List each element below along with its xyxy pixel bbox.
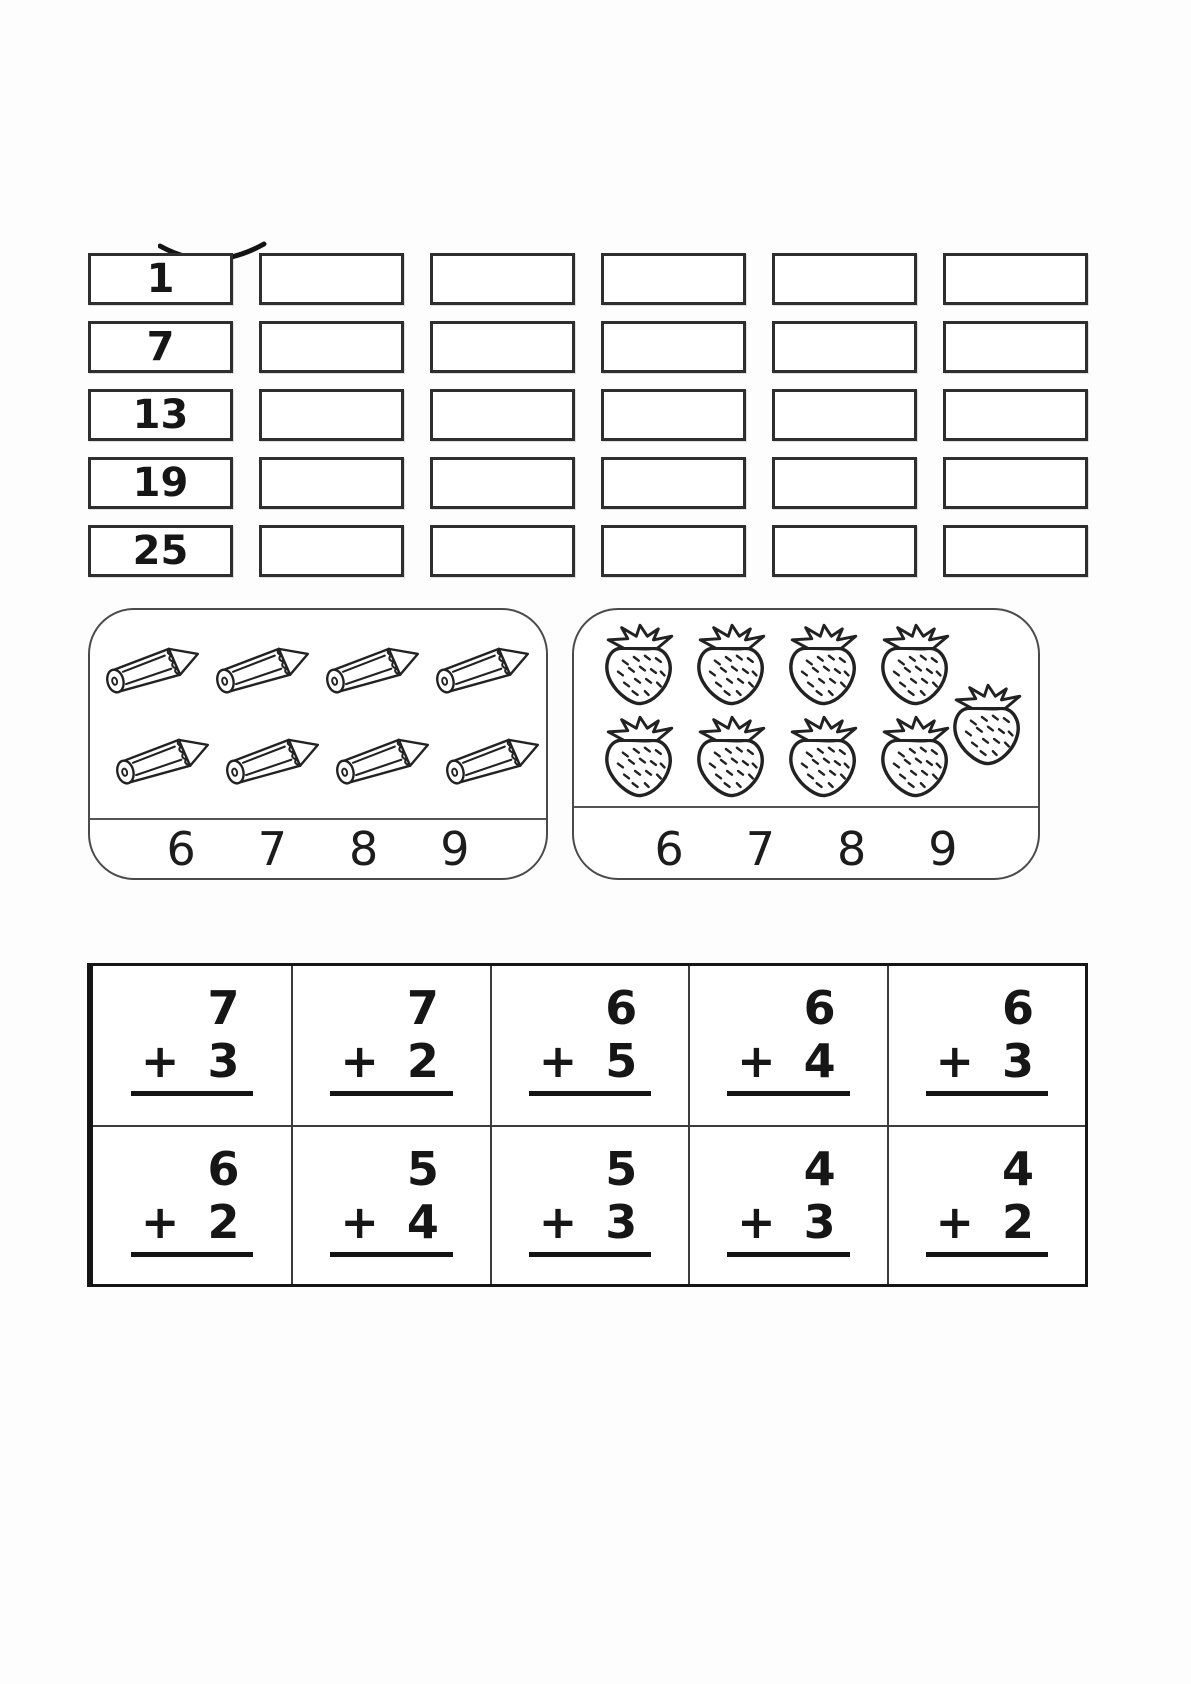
addend-bottom: 3 bbox=[1002, 1033, 1035, 1088]
panel-options bbox=[90, 820, 546, 878]
strawberry-icon bbox=[944, 682, 1032, 774]
answer-option-9[interactable]: 9 bbox=[440, 822, 470, 876]
grid-cell-filled: 13 bbox=[88, 389, 233, 441]
strawberry-icon bbox=[596, 714, 684, 806]
answer-option-7[interactable]: 7 bbox=[745, 822, 775, 876]
addition-cell bbox=[887, 1125, 1085, 1284]
plus-sign: + bbox=[935, 1033, 975, 1088]
addition-cell bbox=[490, 966, 688, 1125]
pencil-icon bbox=[110, 715, 218, 809]
panel-options bbox=[574, 820, 1038, 878]
addition-cell bbox=[93, 966, 291, 1125]
addition-bottom-row bbox=[727, 1196, 850, 1257]
strawberry-icon bbox=[780, 714, 868, 806]
addend-bottom: 3 bbox=[803, 1194, 836, 1249]
number-grid bbox=[88, 253, 1088, 577]
addend-top: 5 bbox=[406, 1142, 439, 1196]
grid-cell-filled: 19 bbox=[88, 457, 233, 509]
grid-cell-empty[interactable] bbox=[943, 525, 1088, 577]
addition-cell bbox=[93, 1125, 291, 1284]
answer-option-6[interactable]: 6 bbox=[654, 822, 684, 876]
grid-cell-empty[interactable] bbox=[772, 389, 917, 441]
addition-problem bbox=[529, 1143, 652, 1257]
addend-top: 6 bbox=[605, 981, 638, 1035]
pencil-icon bbox=[210, 624, 318, 718]
grid-cell-empty[interactable] bbox=[259, 321, 404, 373]
addition-problem bbox=[926, 1143, 1049, 1257]
grid-cell-filled: 7 bbox=[88, 321, 233, 373]
addend-top: 4 bbox=[1002, 1142, 1035, 1196]
grid-cell-empty[interactable] bbox=[601, 321, 746, 373]
plus-sign: + bbox=[140, 1033, 180, 1088]
plus-sign: + bbox=[538, 1194, 578, 1249]
answer-option-8[interactable]: 8 bbox=[837, 822, 867, 876]
grid-cell-empty[interactable] bbox=[943, 457, 1088, 509]
grid-cell-empty[interactable] bbox=[772, 321, 917, 373]
addend-top: 6 bbox=[803, 981, 836, 1035]
plus-sign: + bbox=[538, 1033, 578, 1088]
addition-bottom-row bbox=[529, 1035, 652, 1096]
strawberry-icon bbox=[688, 714, 776, 806]
plus-sign: + bbox=[140, 1194, 180, 1249]
addend-top: 6 bbox=[1002, 981, 1035, 1035]
grid-cell-empty[interactable] bbox=[943, 253, 1088, 305]
grid-cell-empty[interactable] bbox=[430, 389, 575, 441]
pencil-icon bbox=[330, 715, 438, 809]
addition-cell bbox=[291, 966, 489, 1125]
addition-cell bbox=[688, 1125, 886, 1284]
plus-sign: + bbox=[340, 1194, 379, 1249]
addition-problem bbox=[330, 982, 453, 1096]
grid-cell-empty[interactable] bbox=[601, 389, 746, 441]
pencil-icon bbox=[320, 624, 428, 718]
strawberry-icon bbox=[688, 622, 776, 714]
addend-bottom: 2 bbox=[207, 1194, 240, 1249]
grid-cell-empty[interactable] bbox=[601, 457, 746, 509]
addition-bottom-row bbox=[330, 1035, 453, 1096]
addition-bottom-row bbox=[131, 1196, 254, 1257]
addition-cell bbox=[291, 1125, 489, 1284]
addend-bottom: 4 bbox=[406, 1194, 439, 1249]
answer-option-6[interactable]: 6 bbox=[166, 822, 196, 876]
counting-panel-strawberries bbox=[572, 608, 1040, 880]
grid-cell-empty[interactable] bbox=[601, 525, 746, 577]
addition-bottom-row bbox=[529, 1196, 652, 1257]
addition-bottom-row bbox=[330, 1196, 453, 1257]
addition-bottom-row bbox=[727, 1035, 850, 1096]
addend-top: 7 bbox=[406, 981, 439, 1035]
pencil-icon bbox=[100, 624, 208, 718]
plus-sign: + bbox=[737, 1033, 776, 1088]
answer-option-7[interactable]: 7 bbox=[257, 822, 287, 876]
plus-sign: + bbox=[935, 1194, 975, 1249]
addition-bottom-row bbox=[131, 1035, 254, 1096]
grid-cell-empty[interactable] bbox=[259, 525, 404, 577]
addition-bottom-row bbox=[926, 1035, 1049, 1096]
panel-icons bbox=[90, 610, 546, 820]
addend-bottom: 2 bbox=[406, 1033, 439, 1088]
grid-cell-empty[interactable] bbox=[430, 321, 575, 373]
addition-cell bbox=[490, 1125, 688, 1284]
plus-sign: + bbox=[340, 1033, 379, 1088]
addition-cell bbox=[887, 966, 1085, 1125]
addend-bottom: 2 bbox=[1002, 1194, 1035, 1249]
answer-option-9[interactable]: 9 bbox=[928, 822, 958, 876]
grid-cell-empty[interactable] bbox=[772, 253, 917, 305]
strawberry-icon bbox=[596, 622, 684, 714]
addend-bottom: 3 bbox=[605, 1194, 638, 1249]
grid-cell-empty[interactable] bbox=[259, 253, 404, 305]
grid-cell-empty[interactable] bbox=[772, 525, 917, 577]
addition-problem bbox=[131, 982, 254, 1096]
addend-bottom: 4 bbox=[803, 1033, 836, 1088]
plus-sign: + bbox=[737, 1194, 776, 1249]
addition-problem bbox=[529, 982, 652, 1096]
pencil-icon bbox=[430, 624, 538, 718]
grid-cell-empty[interactable] bbox=[259, 389, 404, 441]
grid-cell-filled: 1 bbox=[88, 253, 233, 305]
addition-cell bbox=[688, 966, 886, 1125]
addition-table bbox=[87, 963, 1088, 1287]
grid-cell-filled: 25 bbox=[88, 525, 233, 577]
grid-cell-empty[interactable] bbox=[259, 457, 404, 509]
pencil-icon bbox=[440, 715, 548, 809]
addend-top: 7 bbox=[207, 981, 240, 1035]
strawberry-icon bbox=[780, 622, 868, 714]
addition-problem bbox=[727, 1143, 850, 1257]
grid-cell-empty[interactable] bbox=[430, 457, 575, 509]
addition-problem bbox=[727, 982, 850, 1096]
addend-top: 4 bbox=[803, 1142, 836, 1196]
addend-bottom: 3 bbox=[207, 1033, 240, 1088]
addition-problem bbox=[926, 982, 1049, 1096]
addition-problem bbox=[330, 1143, 453, 1257]
grid-cell-empty[interactable] bbox=[772, 457, 917, 509]
addition-problem bbox=[131, 1143, 254, 1257]
grid-cell-empty[interactable] bbox=[430, 525, 575, 577]
addend-top: 5 bbox=[605, 1142, 638, 1196]
addend-top: 6 bbox=[207, 1142, 240, 1196]
counting-panel-pencils bbox=[88, 608, 548, 880]
addend-bottom: 5 bbox=[605, 1033, 638, 1088]
pencil-icon bbox=[220, 715, 328, 809]
grid-cell-empty[interactable] bbox=[943, 321, 1088, 373]
answer-option-8[interactable]: 8 bbox=[349, 822, 379, 876]
panel-icons bbox=[574, 610, 1038, 808]
grid-cell-empty[interactable] bbox=[943, 389, 1088, 441]
addition-bottom-row bbox=[926, 1196, 1049, 1257]
grid-cell-empty[interactable] bbox=[601, 253, 746, 305]
grid-cell-empty[interactable] bbox=[430, 253, 575, 305]
